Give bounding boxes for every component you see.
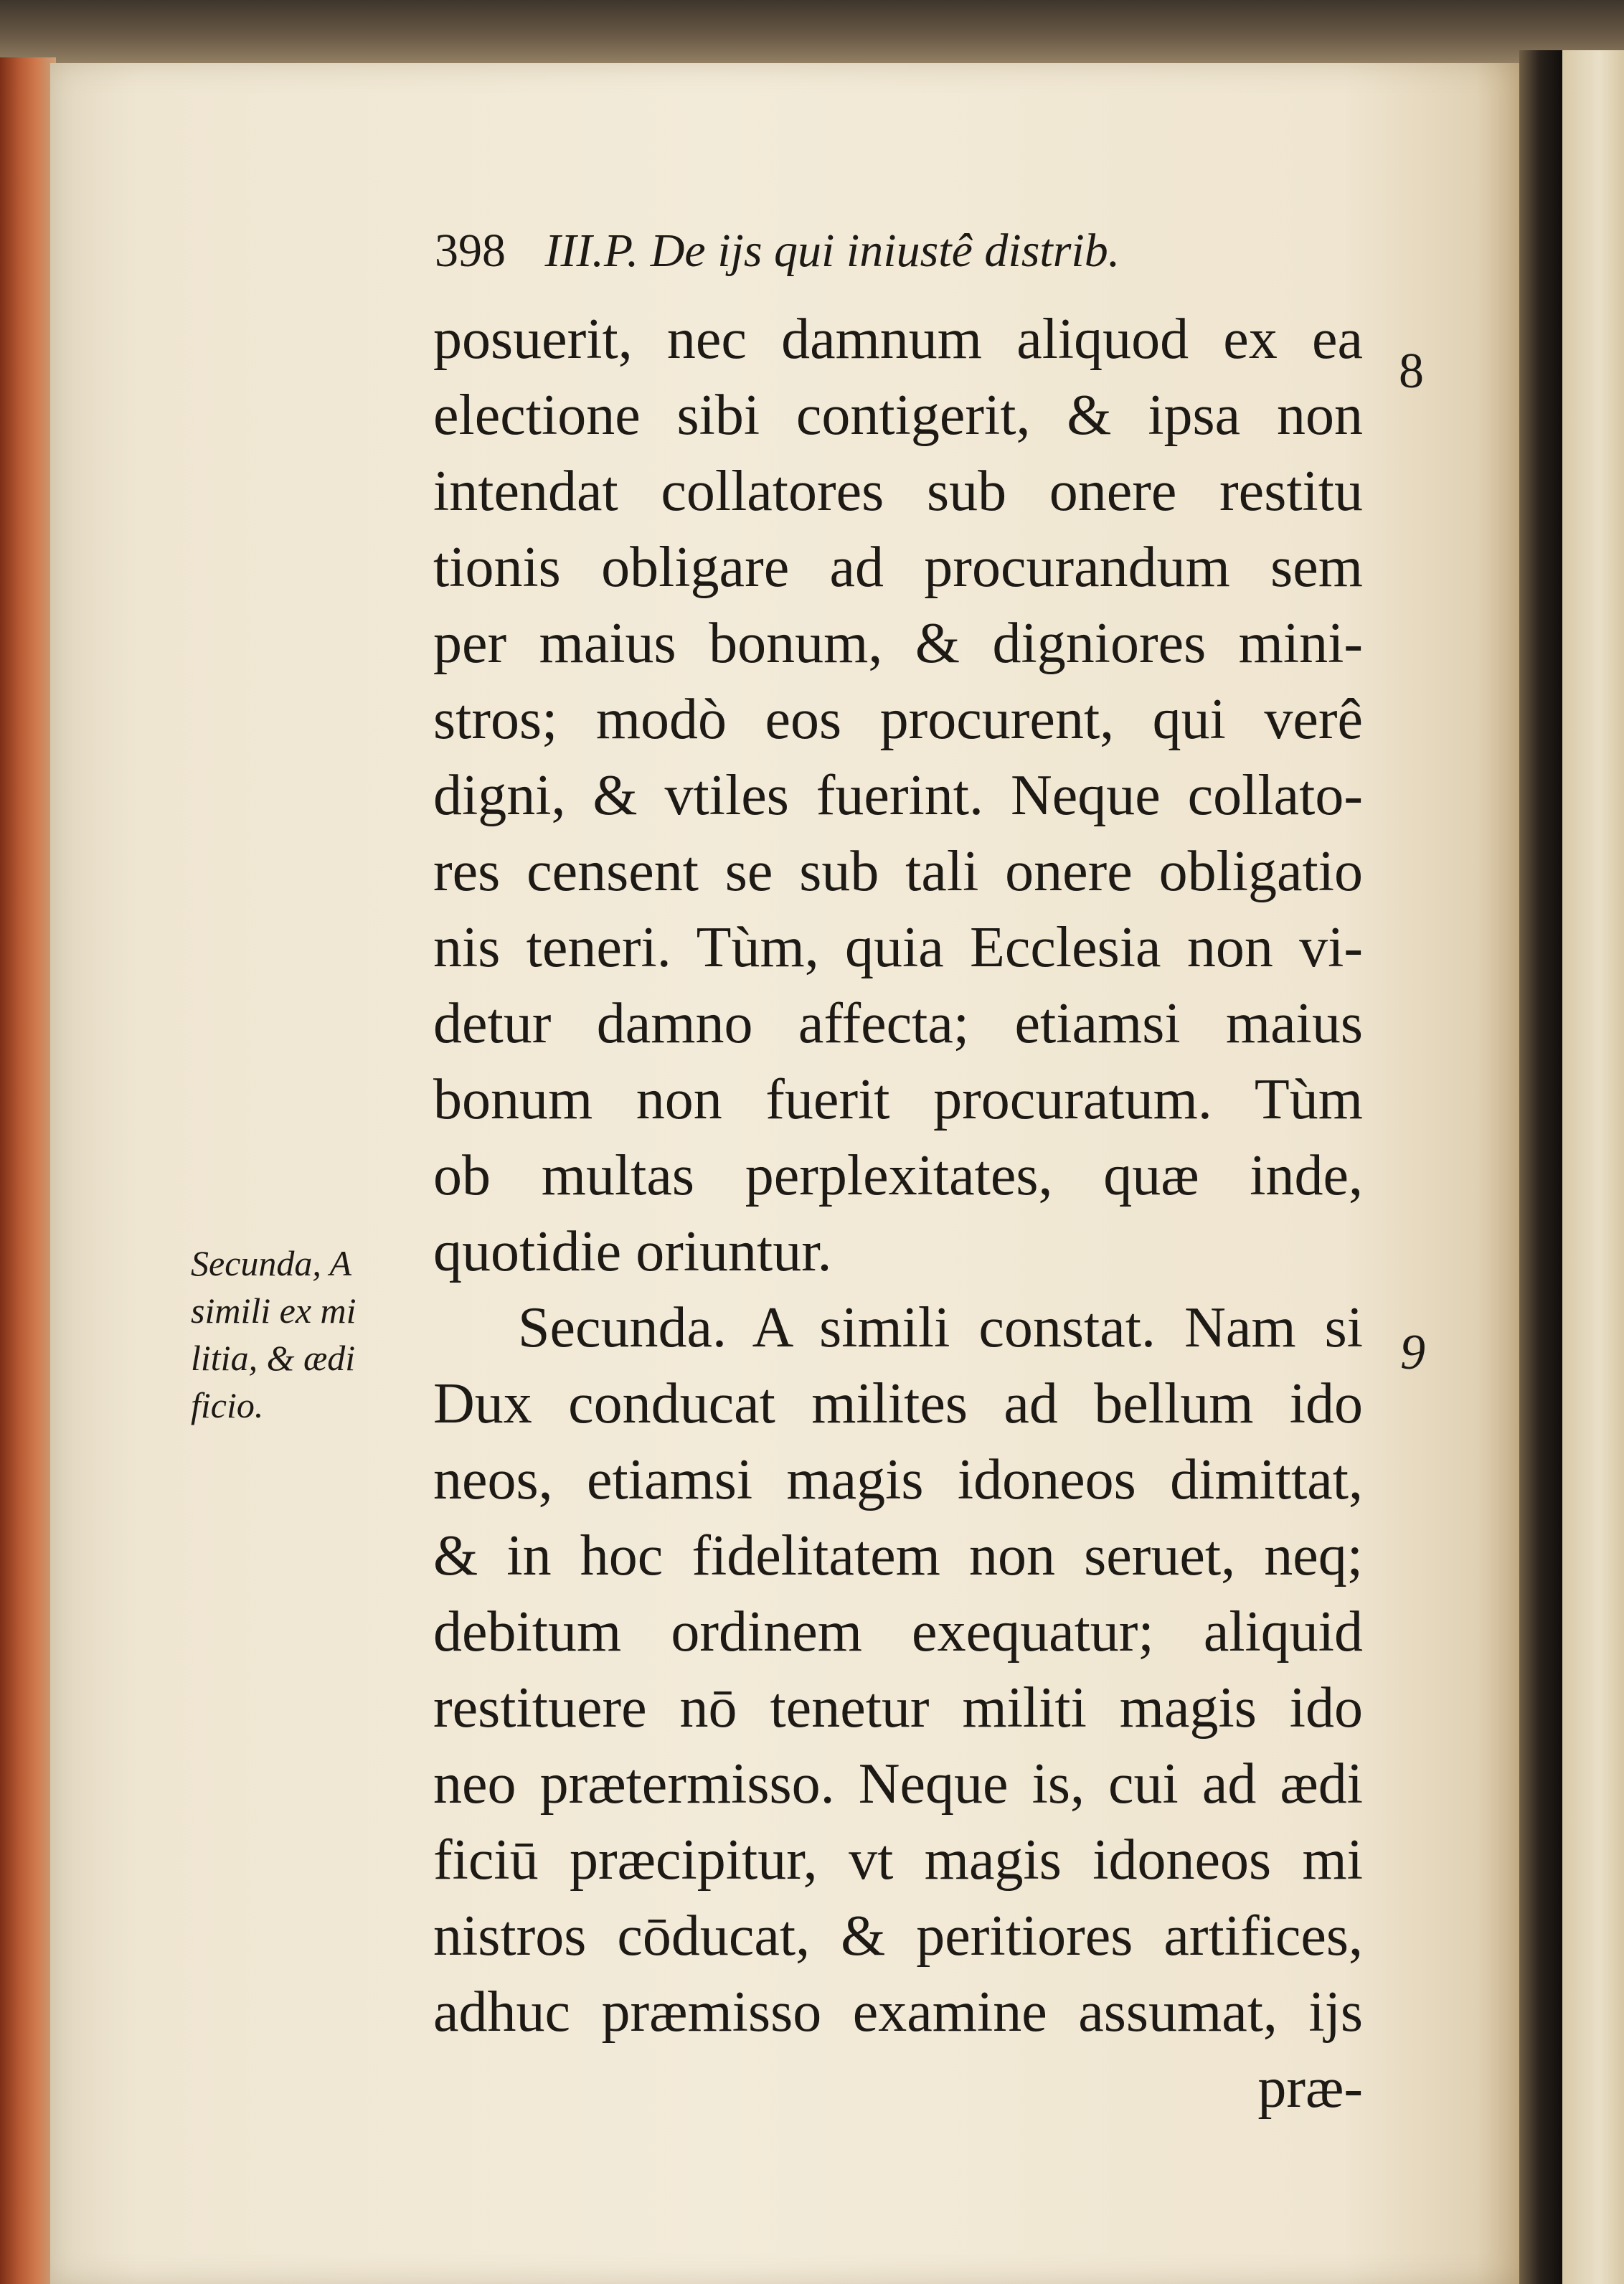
margin-note-line: ficio. <box>191 1385 264 1425</box>
text-line: neo prætermisso. Neque is, cui ad ædi <box>433 1752 1363 1816</box>
catchword: præ- <box>1257 2057 1363 2120</box>
margin-note-line: litia, & ædi <box>191 1338 356 1378</box>
margin-note-line: simili ex mi <box>191 1290 357 1331</box>
text-line: Dux conducat milites ad bellum ido <box>433 1372 1363 1435</box>
text-line: bonum non fuerit procuratum. Tùm <box>433 1068 1363 1131</box>
marginal-number-9: 9 <box>1400 1325 1425 1380</box>
text-line: quotidie oriuntur. <box>433 1220 832 1283</box>
text-line: & in hoc fidelitatem non seruet, neq; <box>433 1524 1363 1587</box>
book-binding-top <box>0 0 1624 68</box>
marginal-number-8: 8 <box>1399 344 1424 399</box>
text-line: per maius bonum, & digniores mini- <box>433 612 1363 675</box>
text-line: Secunda. A simili constat. Nam si <box>518 1296 1363 1359</box>
running-title: III.P. De ijs qui iniustê distrib. <box>544 225 1120 277</box>
text-line: posuerit, nec damnum aliquod ex ea <box>433 308 1363 371</box>
running-head <box>435 215 1360 287</box>
text-line: res censent se sub tali onere obligatio <box>433 840 1363 903</box>
margin-note-line: Secunda, A <box>191 1243 352 1283</box>
text-line: intendat collatores sub onere restitu <box>433 460 1363 523</box>
text-line: restituere nō tenetur militi magis ido <box>433 1676 1363 1740</box>
text-line: stros; modò eos procurent, qui verê <box>433 688 1363 751</box>
page-edge-left <box>0 57 56 2284</box>
margin-note <box>191 1240 428 1429</box>
text-line: nistros cōducat, & peritiores artifices, <box>433 1905 1363 1968</box>
text-line: nis teneri. Tùm, quia Ecclesia non vi- <box>433 916 1363 979</box>
text-line: ficiū præcipitur, vt magis idoneos mi <box>433 1828 1363 1892</box>
text-line: digni, & vtiles fuerint. Neque collato- <box>433 764 1363 827</box>
text-line: ob multas perplexitates, quæ inde, <box>433 1144 1363 1207</box>
facing-page-edge <box>1562 50 1624 2284</box>
body-text <box>433 301 1363 2126</box>
text-line: tionis obligare ad procurandum sem <box>433 536 1363 599</box>
text-line: debitum ordinem exequatur; aliquid <box>433 1600 1363 1664</box>
text-line: adhuc præmisso examine assumat, ijs <box>433 1981 1363 2044</box>
book-gutter <box>1519 50 1564 2284</box>
page-number: 398 <box>435 225 506 277</box>
text-line: neos, etiamsi magis idoneos dimittat, <box>433 1448 1363 1511</box>
text-line: detur damno affecta; etiamsi maius <box>433 992 1363 1055</box>
text-line: electione sibi contigerit, & ipsa non <box>433 384 1363 447</box>
